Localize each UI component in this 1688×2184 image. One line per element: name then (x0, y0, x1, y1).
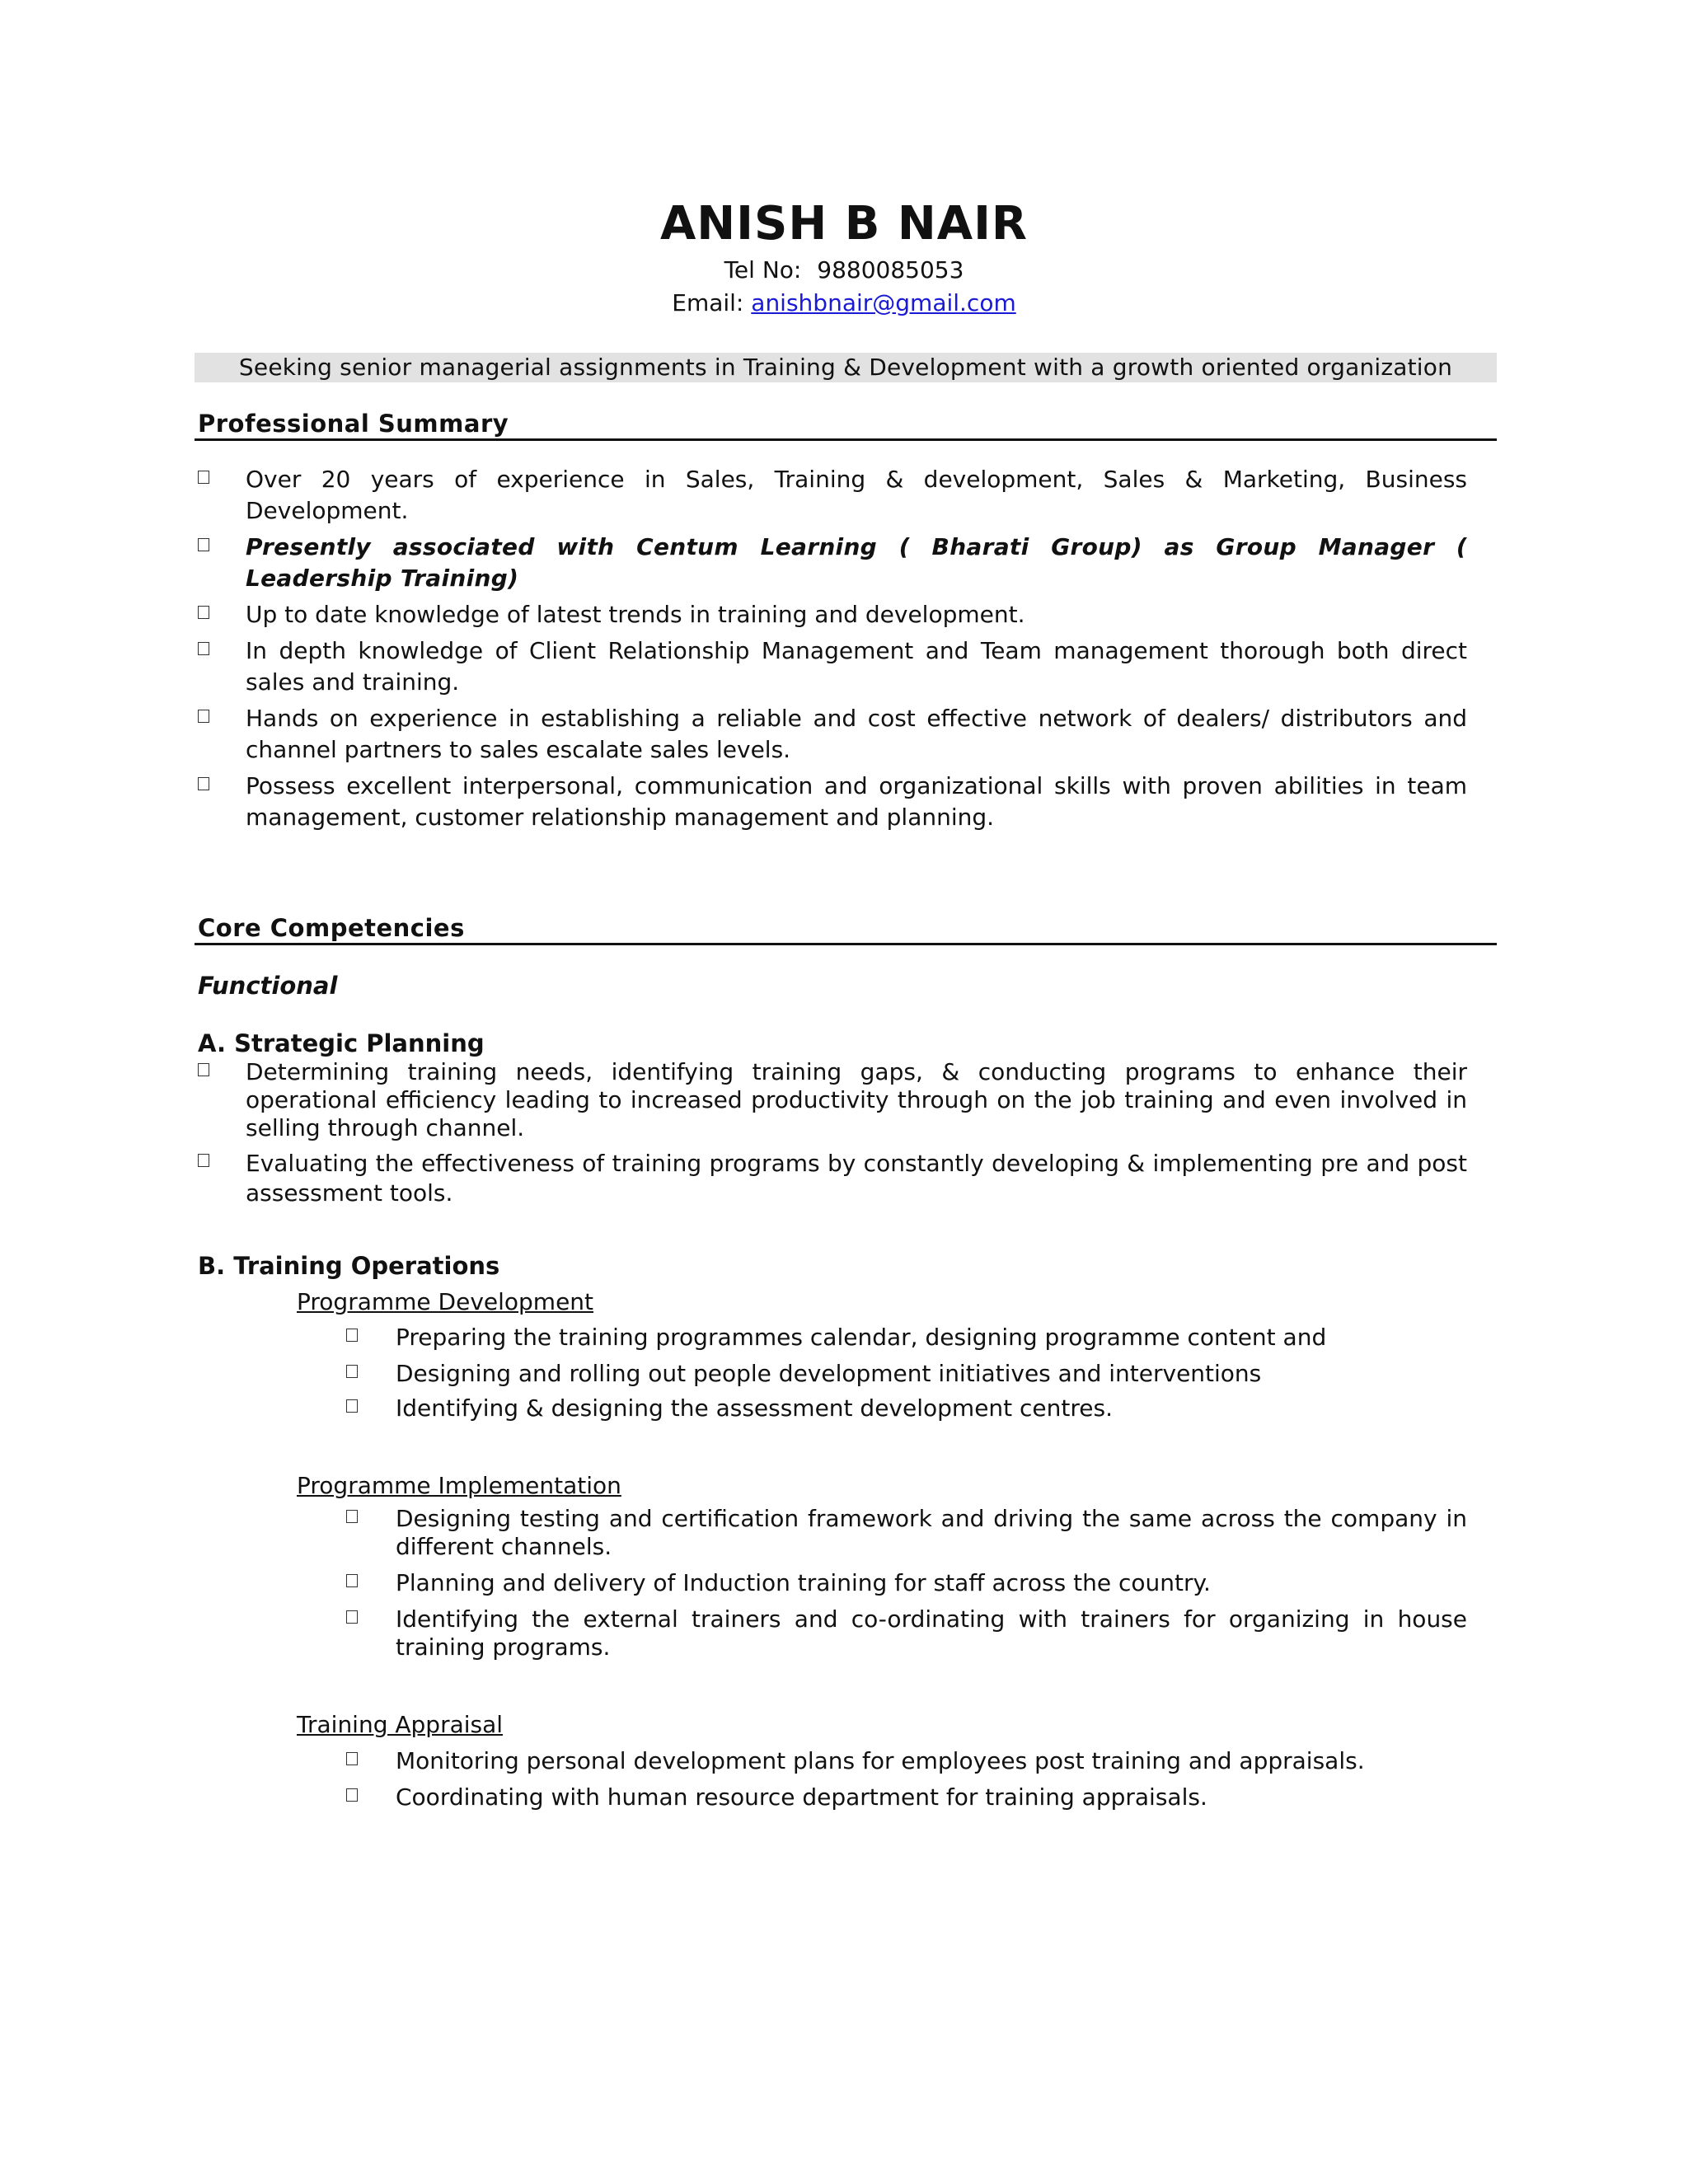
checkbox-bullet-icon (346, 1610, 358, 1624)
summary-list (198, 464, 1467, 833)
phone-line (0, 254, 1688, 287)
list-item: Planning and delivery of Induction training for staff across the country. (346, 1569, 1467, 1597)
list-item: Evaluating the effectiveness of training programs by constantly developing & implementing pre and post assessment tools. (198, 1149, 1467, 1208)
checkbox-bullet-icon (346, 1574, 358, 1587)
list-item: Determining training needs, identifying training gaps, & conducting programs to enhance their operational efficiency leading to increased productivity through on the job training and even involved in selling through channel. (198, 1058, 1467, 1142)
training-appraisal-list (346, 1746, 1467, 1813)
list-item: Identifying the external trainers and co-ordinating with trainers for organizing in house training programs. (346, 1605, 1467, 1661)
functional-label: Functional (198, 972, 338, 1000)
training-operations-heading: B. Training Operations (198, 1252, 500, 1280)
list-item: Presently associated with Centum Learning ( Bharati Group) as Group Manager ( Leadership Training) (198, 532, 1467, 594)
list-item: Designing testing and certification framework and driving the same across the company in different channels. (346, 1505, 1467, 1561)
checkbox-bullet-icon (198, 777, 209, 790)
checkbox-bullet-icon (346, 1399, 358, 1413)
section-divider (195, 438, 1497, 441)
checkbox-bullet-icon (198, 606, 209, 619)
list-item: Possess excellent interpersonal, communication and organizational skills with proven abilities in team management, customer relationship management and planning. (198, 771, 1467, 833)
strategic-planning-list (198, 1058, 1467, 1208)
list-item: Over 20 years of experience in Sales, Training & development, Sales & Marketing, Business Development. (198, 464, 1467, 527)
checkbox-bullet-icon (198, 1154, 209, 1167)
list-item: Preparing the training programmes calendar, designing programme content and (346, 1322, 1467, 1353)
checkbox-bullet-icon (346, 1510, 358, 1523)
phone-number: 9880085053 (817, 256, 964, 284)
email-link[interactable]: anishbnair@gmail.com (751, 289, 1016, 316)
programme-implementation-list (346, 1505, 1467, 1661)
checkbox-bullet-icon (346, 1365, 358, 1378)
checkbox-bullet-icon (198, 710, 209, 723)
email-line (0, 287, 1688, 320)
core-competencies-heading: Core Competencies (198, 914, 465, 942)
list-item: Identifying & designing the assessment development centres. (346, 1393, 1467, 1424)
list-item: Coordinating with human resource department for training appraisals. (346, 1782, 1467, 1813)
training-appraisal-heading: Training Appraisal (297, 1711, 504, 1738)
programme-development-heading: Programme Development (297, 1288, 594, 1315)
list-item: Monitoring personal development plans for employees post training and appraisals. (346, 1746, 1467, 1777)
checkbox-bullet-icon (346, 1788, 358, 1802)
email-label: Email: (672, 289, 744, 316)
checkbox-bullet-icon (198, 538, 209, 551)
checkbox-bullet-icon (346, 1329, 358, 1342)
candidate-name: ANISH B NAIR (659, 197, 1029, 251)
programme-development-list (346, 1322, 1467, 1424)
list-item: In depth knowledge of Client Relationship Management and Team management thorough both direct sales and training. (198, 635, 1467, 698)
checkbox-bullet-icon (198, 1063, 209, 1076)
professional-summary-heading: Professional Summary (198, 410, 509, 438)
programme-implementation-heading: Programme Implementation (297, 1472, 621, 1499)
list-item: Hands on experience in establishing a reliable and cost effective network of dealers/ distributors and channel partners to sales escalate sales levels. (198, 703, 1467, 766)
list-item: Up to date knowledge of latest trends in training and development. (198, 599, 1467, 630)
list-item: Designing and rolling out people development initiatives and interventions (346, 1358, 1467, 1390)
checkbox-bullet-icon (198, 642, 209, 655)
phone-label: Tel No: (724, 256, 802, 284)
checkbox-bullet-icon (346, 1752, 358, 1765)
checkbox-bullet-icon (198, 471, 209, 484)
section-divider (195, 943, 1497, 945)
objective-banner: Seeking senior managerial assignments in Training & Development with a growth oriented organization (195, 353, 1497, 382)
strategic-planning-heading: A. Strategic Planning (198, 1029, 485, 1057)
